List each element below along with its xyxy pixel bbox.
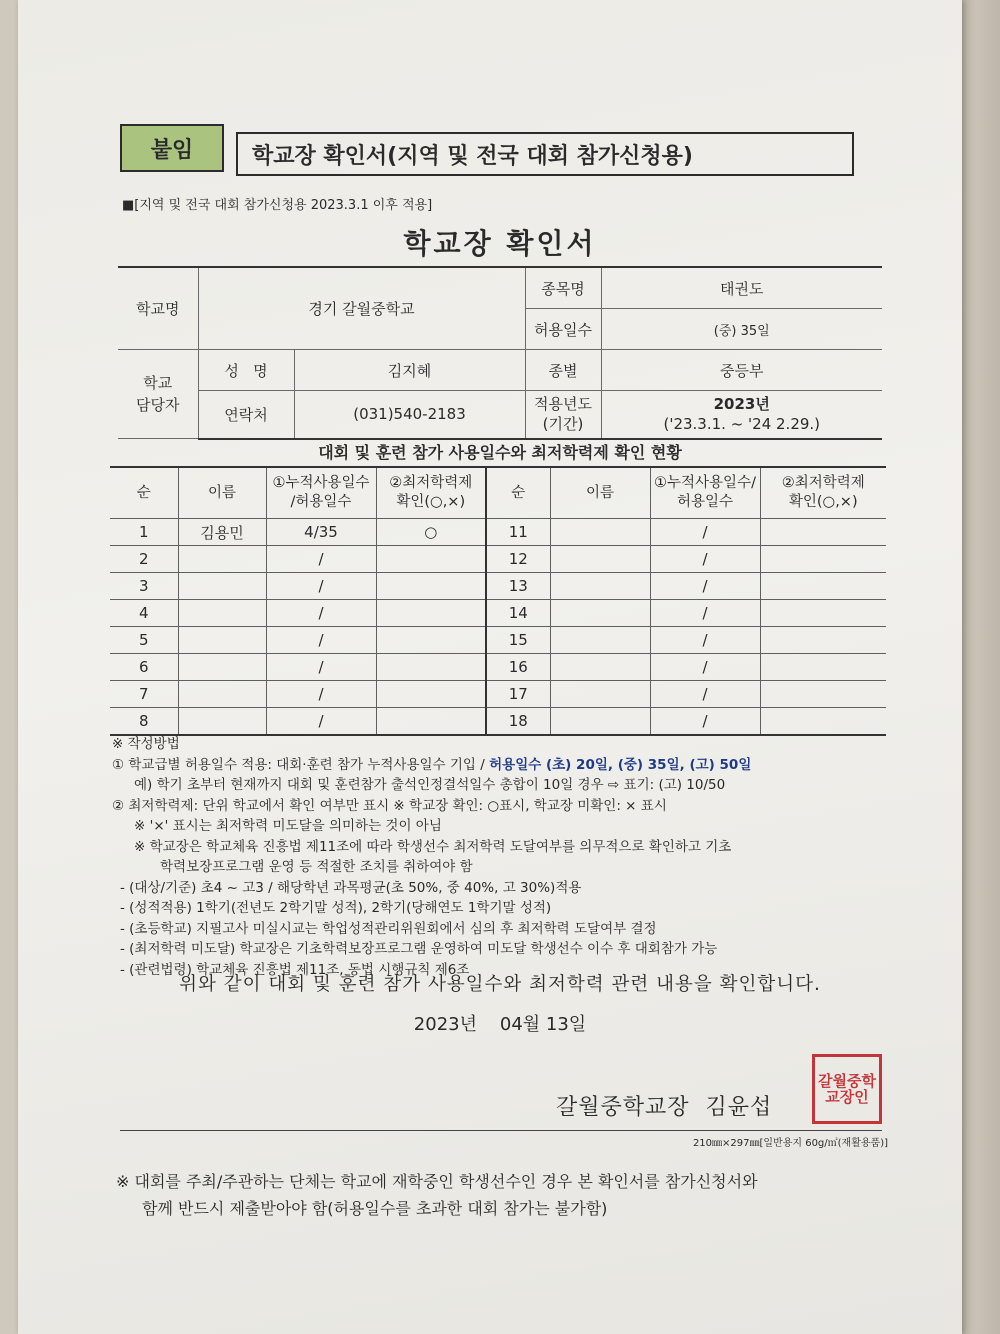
instruction-text: ① 학교급별 허용일수 적용: 대회·훈련 참가 누적사용일수 기입 /	[112, 756, 490, 773]
division-label: 종별	[525, 350, 601, 391]
instructions-heading: ※ 작성방법	[112, 736, 180, 752]
cell-check	[760, 681, 886, 708]
instruction-line: - (성적적용) 1학기(전년도 2학기말 성적), 2학기(당해연도 1학기말 성적)	[120, 900, 552, 916]
cell-check	[760, 519, 886, 546]
period-value: ('23.3.1. ~ '24 2.29.)	[663, 415, 821, 434]
cell-check	[376, 654, 486, 681]
cell-order: 4	[110, 600, 178, 627]
allowed-days-highlight: 허용일수 (초) 20일, (중) 35일, (고) 50일	[489, 756, 752, 773]
cell-order: 18	[486, 708, 550, 736]
cell-order: 3	[110, 573, 178, 600]
official-seal: 갈월중학교장인	[812, 1054, 882, 1124]
event-value: 태권도	[601, 267, 882, 309]
cell-used-days: /	[650, 573, 760, 600]
document-title: 학교장 확인서	[403, 227, 597, 260]
cell-name	[178, 627, 266, 654]
name-label: 성 명	[198, 350, 294, 391]
instructions	[112, 734, 912, 980]
cell-order: 8	[110, 708, 178, 736]
cell-order: 12	[486, 546, 550, 573]
instruction-line: - (최저학력 미도달) 학교장은 기초학력보장프로그램 운영하여 미도달 학생선수 이수 후 대회참가 가능	[120, 941, 718, 957]
info-table	[118, 266, 882, 440]
application-note: ■[지역 및 전국 대회 참가신청용 2023.3.1 이후 적용]	[122, 198, 433, 213]
name-value: 김지혜	[294, 350, 525, 391]
cell-used-days: /	[266, 627, 376, 654]
background-surface	[960, 0, 1000, 1334]
cell-order: 1	[110, 519, 178, 546]
instruction-line: ※ 학교장은 학교체육 진흥법 제11조에 따라 학생선수 최저학력 도달여부를 의무적으로 확인하고 기초	[134, 838, 732, 855]
cell-used-days: /	[266, 573, 376, 600]
paper-spec: 210㎜×297㎜[일반용지 60g/㎡(재활용품)]	[692, 1138, 888, 1149]
instruction-line: ② 최저학력제: 단위 학교에서 확인 여부만 표시 ※ 학교장 확인: ○표시, 학교장 미확인: × 표시	[112, 797, 667, 814]
table-row	[110, 654, 886, 681]
submission-note-line: ※ 대회를 주최/주관하는 단체는 학교에 재학중인 학생선수인 경우 본 확인서를 참가신청서와	[116, 1172, 758, 1191]
table-row	[110, 519, 886, 546]
cell-used-days: /	[266, 546, 376, 573]
cell-name: 김용민	[178, 519, 266, 546]
cell-name	[178, 546, 266, 573]
submission-note-line: 함께 반드시 제출받아야 함(허용일수를 초과한 대회 참가는 불가함)	[142, 1199, 608, 1218]
cell-check	[760, 708, 886, 736]
header-order-2: 순	[486, 467, 550, 519]
cell-used-days: /	[650, 519, 760, 546]
table-row	[110, 627, 886, 654]
table-row	[110, 708, 886, 736]
year-value: 2023년	[713, 395, 770, 414]
cell-name	[178, 681, 266, 708]
cell-name	[550, 708, 650, 736]
cell-used-days: /	[650, 708, 760, 736]
cell-used-days: /	[650, 546, 760, 573]
header-title: 학교장 확인서(지역 및 전국 대회 참가신청용)	[236, 132, 854, 176]
school-label: 학교명	[118, 267, 198, 350]
cell-used-days: /	[266, 708, 376, 736]
allowed-days-value: (중) 35일	[601, 309, 882, 350]
instruction-line: - (관련법령) 학교체육 진흥법 제11조, 동법 시행규칙 제6조	[120, 961, 470, 978]
table-title: 대회 및 훈련 참가 사용일수와 최저학력제 확인 현황	[318, 443, 682, 462]
cell-order: 5	[110, 627, 178, 654]
cell-check	[376, 600, 486, 627]
header-min-achievement-2: ②최저학력제 확인(○,×)	[760, 467, 886, 519]
cell-used-days: /	[266, 600, 376, 627]
instruction-line	[112, 755, 912, 776]
header-name-2: 이름	[550, 467, 650, 519]
cell-name	[178, 708, 266, 736]
cell-check	[376, 681, 486, 708]
cell-check	[760, 654, 886, 681]
school-value: 경기 갈월중학교	[198, 267, 525, 350]
cell-name	[550, 654, 650, 681]
table-row	[110, 600, 886, 627]
allowed-days-label: 허용일수	[525, 309, 601, 350]
instruction-line: 학력보장프로그램 운영 등 적절한 조치를 취하여야 함	[160, 859, 473, 875]
cell-used-days: /	[650, 600, 760, 627]
cell-used-days: /	[266, 681, 376, 708]
cell-used-days: /	[650, 627, 760, 654]
header-min-achievement: ②최저학력제 확인(○,×)	[376, 467, 486, 519]
cell-name	[550, 600, 650, 627]
cell-used-days: /	[650, 654, 760, 681]
cell-check	[376, 573, 486, 600]
cell-order: 7	[110, 681, 178, 708]
cell-order: 16	[486, 654, 550, 681]
contact-label: 연락처	[198, 391, 294, 439]
cell-check	[760, 600, 886, 627]
cell-used-days: 4/35	[266, 519, 376, 546]
cell-check	[760, 546, 886, 573]
header-order: 순	[110, 467, 178, 519]
cell-name	[550, 519, 650, 546]
cell-check	[376, 627, 486, 654]
event-label: 종목명	[525, 267, 601, 309]
header-name: 이름	[178, 467, 266, 519]
cell-used-days: /	[266, 654, 376, 681]
cell-check	[760, 573, 886, 600]
cell-order: 13	[486, 573, 550, 600]
year-label: 적용년도 (기간)	[525, 391, 601, 439]
division-value: 중등부	[601, 350, 882, 391]
cell-check	[376, 708, 486, 736]
instruction-line: 예) 학기 초부터 현재까지 대회 및 훈련참가 출석인정결석일수 총합이 10일 경우 ⇨ 표기: (고) 10/50	[134, 777, 726, 793]
cell-order: 6	[110, 654, 178, 681]
cell-name	[550, 681, 650, 708]
instruction-line: - (대상/기준) 초4 ~ 고3 / 해당학년 과목평균(초 50%, 중 40%, 고 30%)적용	[120, 879, 582, 896]
header-used-days-2: ①누적사용일수/ 허용일수	[650, 467, 760, 519]
header-used-days: ①누적사용일수 /허용일수	[266, 467, 376, 519]
instruction-line: ※ '×' 표시는 최저학력 미도달을 의미하는 것이 아님	[134, 818, 442, 834]
cell-name	[178, 654, 266, 681]
instruction-line: - (초등학교) 지필고사 미실시교는 학업성적관리위원회에서 심의 후 최저학력 도달여부 결정	[120, 920, 657, 937]
submission-note	[116, 1168, 896, 1222]
cell-order: 11	[486, 519, 550, 546]
cell-name	[178, 573, 266, 600]
cell-name	[550, 627, 650, 654]
cell-name	[178, 600, 266, 627]
athlete-table	[110, 466, 886, 736]
cell-check	[376, 546, 486, 573]
table-row	[110, 546, 886, 573]
year-cell	[601, 391, 882, 439]
cell-name	[550, 546, 650, 573]
cell-check	[760, 627, 886, 654]
attachment-tag: 붙임	[120, 124, 224, 172]
cell-check: ○	[376, 519, 486, 546]
cell-order: 14	[486, 600, 550, 627]
table-row	[110, 681, 886, 708]
cell-name	[550, 573, 650, 600]
confirmation-statement: 위와 같이 대회 및 훈련 참가 사용일수와 최저학력 관련 내용을 확인합니다.	[179, 974, 821, 995]
divider	[120, 1130, 882, 1131]
manager-label: 학교 담당자	[118, 350, 198, 439]
table-row	[110, 573, 886, 600]
cell-order: 2	[110, 546, 178, 573]
cell-order: 17	[486, 681, 550, 708]
principal-signature-line: 갈월중학교장 김윤섭	[556, 1095, 773, 1120]
issue-date: 2023년 04월 13일	[413, 1014, 587, 1035]
cell-used-days: /	[650, 681, 760, 708]
contact-value: (031)540-2183	[294, 391, 525, 439]
cell-order: 15	[486, 627, 550, 654]
